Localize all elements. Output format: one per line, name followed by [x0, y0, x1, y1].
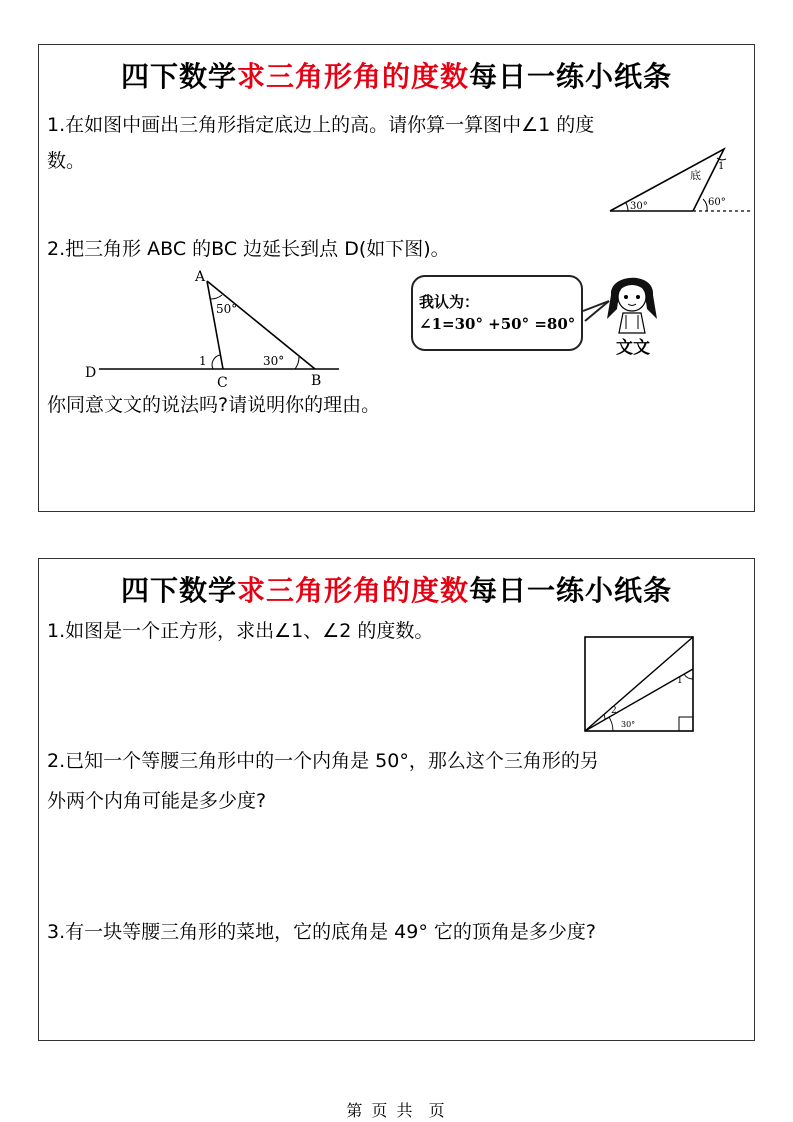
question-2-line-2: 外两个内角可能是多少度?: [47, 790, 267, 812]
question-2-line-2: 你同意文文的说法吗?请说明你的理由。: [47, 394, 381, 416]
speech-bubble: [411, 275, 583, 351]
angle-50-arc: [210, 295, 222, 299]
point-a-label: A: [195, 269, 206, 285]
card-title: [39, 55, 754, 95]
card-title: [39, 569, 754, 609]
angle-1-arc: [212, 355, 220, 369]
title-topic: 求三角形角的度数: [236, 574, 469, 607]
angle-2-label: 2: [611, 706, 617, 716]
question-2-line-1: 2.把三角形 ABC 的BC 边延长到点 D(如下图)。: [47, 238, 450, 260]
question-1: 1.如图是一个正方形，求出∠1、∠2 的度数。: [47, 620, 434, 642]
girl-body: [619, 313, 645, 333]
title-topic: 求三角形角的度数: [236, 60, 469, 93]
square-figure: [583, 635, 697, 735]
angle-60-arc: [703, 199, 707, 211]
bubble-line-2: ∠1=30° +50° =80°: [419, 315, 576, 333]
angle-1-label: 1: [677, 676, 683, 686]
bubble-line-1: 我认为：: [419, 293, 480, 311]
question-1-line-2: 数。: [47, 150, 86, 172]
triangle-figure-1: [604, 143, 754, 217]
angle-30-label: 30°: [621, 720, 636, 729]
question-3: 3.有一块等腰三角形的菜地，它的底角是 49° 它的顶角是多少度?: [47, 921, 596, 943]
question-2-line-1: 2.已知一个等腰三角形中的一个内角是 50°，那么这个三角形的另: [47, 750, 599, 772]
title-suffix: 每日一练小纸条: [469, 60, 673, 93]
angle-1-label: 1: [718, 161, 725, 172]
worksheet-card-2: [38, 558, 755, 1041]
angle-30-arc: [626, 203, 628, 211]
angle-30-label: 30°: [630, 201, 648, 212]
angle-30-label: 30°: [263, 354, 285, 368]
base-label: 底: [690, 169, 701, 182]
title-prefix: 四下数学: [120, 574, 237, 607]
worksheet-card-1: [38, 44, 755, 512]
angle-30-arc: [295, 357, 299, 369]
side-a-b: [207, 281, 315, 369]
angle-50-label: 50°: [216, 302, 238, 316]
girl-illustration: [601, 267, 663, 335]
side-a-c: [207, 281, 223, 369]
point-c-label: C: [217, 375, 228, 391]
triangle-outline: [610, 149, 724, 211]
angle-1-label: 1: [199, 354, 207, 368]
title-prefix: 四下数学: [120, 60, 237, 93]
triangle-abc-figure: [79, 267, 339, 391]
title-suffix: 每日一练小纸条: [469, 574, 673, 607]
point-b-label: B: [311, 373, 322, 389]
point-d-label: D: [85, 365, 97, 381]
girl-name: 文文: [616, 338, 650, 358]
angle-60-label: 60°: [708, 197, 726, 208]
page-footer: 第 页 共 页: [346, 1101, 447, 1120]
question-1-line-1: 1.在如图中画出三角形指定底边上的高。请你算一算图中∠1 的度: [47, 114, 595, 136]
